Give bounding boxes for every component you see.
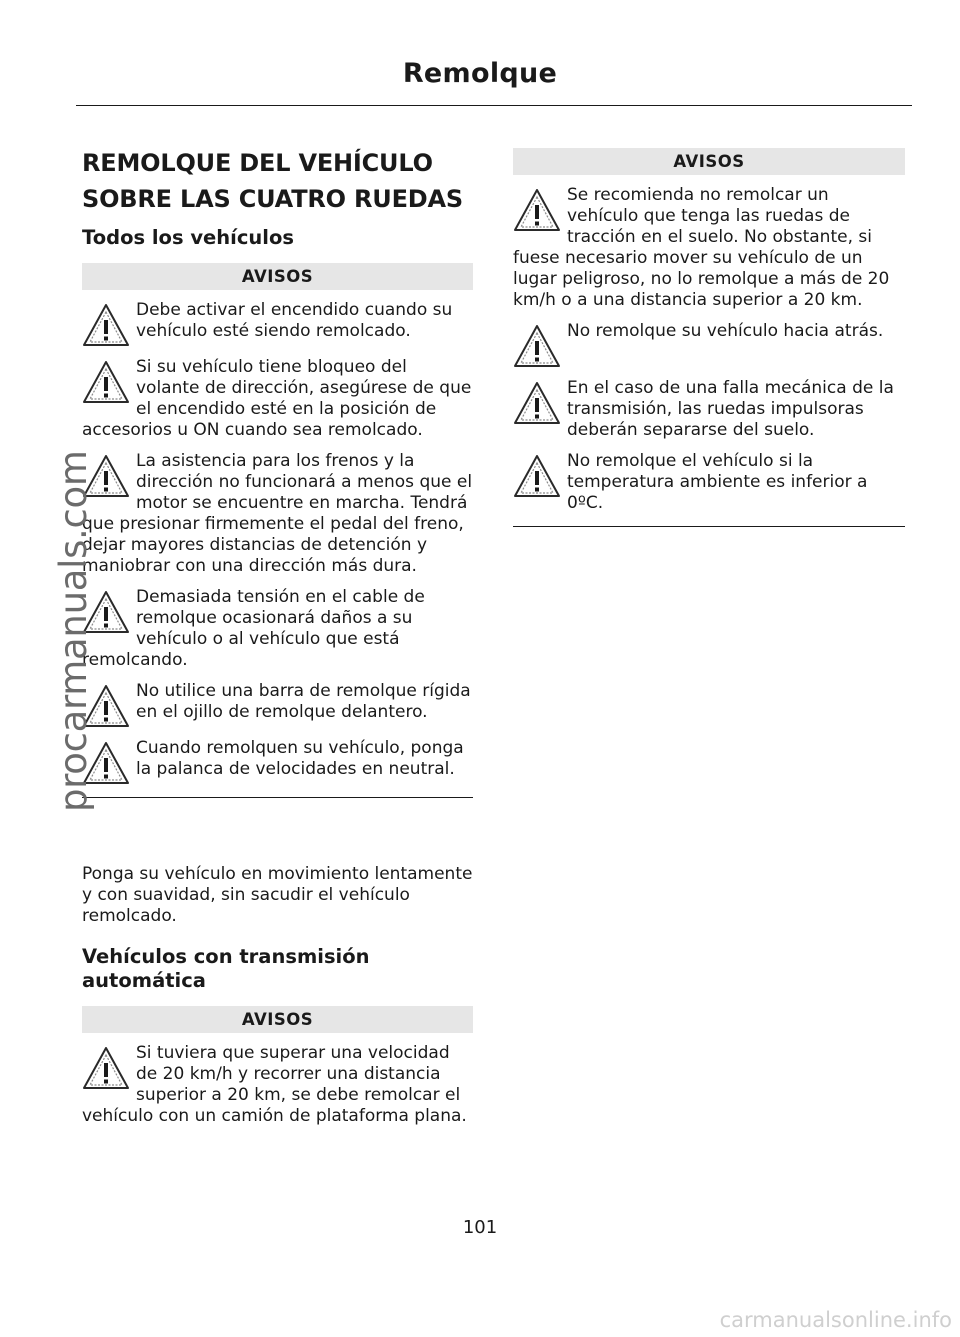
warning-triangle-icon bbox=[513, 188, 561, 232]
subheading-automatic: Vehículos con transmisión automática bbox=[82, 945, 370, 992]
warning-item bbox=[82, 587, 473, 671]
warning-text: No utilice una barra de remolque rígida en el ojillo de remolque delantero. bbox=[136, 681, 471, 722]
warning-item bbox=[82, 1043, 473, 1127]
side-watermark: procarmanuals.com bbox=[52, 450, 95, 812]
warning-triangle-icon bbox=[513, 454, 561, 498]
warning-item bbox=[82, 451, 473, 577]
page-number: 101 bbox=[462, 1217, 498, 1238]
warning-text: Se recomienda no remolcar un vehículo que tenga las ruedas de tracción en el suelo. No obstante, si fuese necesario mover su vehículo de un lugar peligroso, no lo remolque a más de 20 km/h o a una distancia superior a 20 km. bbox=[513, 185, 890, 310]
warning-triangle-icon bbox=[82, 303, 130, 347]
warning-item bbox=[82, 738, 473, 785]
warning-item bbox=[82, 300, 473, 347]
warning-text: No remolque su vehículo hacia atrás. bbox=[567, 321, 884, 341]
warnings-label: AVISOS bbox=[513, 148, 905, 175]
warning-item bbox=[82, 357, 473, 441]
warnings-label: AVISOS bbox=[82, 1006, 473, 1033]
warnings-label: AVISOS bbox=[82, 263, 473, 290]
header-rule bbox=[76, 105, 912, 106]
warning-item bbox=[513, 321, 905, 368]
bottom-watermark: carmanualsonline.info bbox=[719, 1308, 952, 1332]
warning-text: Demasiada tensión en el cable de remolque ocasionará daños a su vehículo o al vehículo que está remolcando. bbox=[82, 587, 425, 670]
warning-triangle-icon bbox=[513, 324, 561, 368]
warning-item bbox=[513, 378, 905, 441]
warning-text: No remolque el vehículo si la temperatura ambiente es inferior a 0ºC. bbox=[567, 451, 868, 513]
warning-text: En el caso de una falla mecánica de la transmisión, las ruedas impulsoras deberán separarse del suelo. bbox=[567, 378, 894, 440]
section-heading: REMOLQUE DEL VEHÍCULO SOBRE LAS CUATRO RUEDAS bbox=[82, 149, 463, 213]
warning-text: Si tuviera que superar una velocidad de 20 km/h y recorrer una distancia superior a 20 km, se debe remolcar el vehículo con un camión de plataforma plana. bbox=[82, 1043, 467, 1126]
warnings-box-automatic bbox=[82, 1006, 473, 1127]
warning-text: La asistencia para los frenos y la dirección no funcionará a menos que el motor se encuentre en marcha. Tendrá que presionar firmemente el pedal del freno, dejar mayores distancias de detención y maniobrar con una dirección más dura. bbox=[82, 451, 473, 576]
warnings-box-right bbox=[513, 148, 905, 527]
warning-triangle-icon bbox=[82, 360, 130, 404]
warnings-box bbox=[82, 263, 473, 798]
warnings-end-rule bbox=[513, 526, 905, 527]
warning-item bbox=[82, 681, 473, 728]
warning-text: Debe activar el encendido cuando su vehículo esté siendo remolcado. bbox=[136, 300, 453, 341]
body-paragraph: Ponga su vehículo en movimiento lentamente y con suavidad, sin sacudir el vehículo remolcado. bbox=[82, 864, 473, 926]
warning-text: Si su vehículo tiene bloqueo del volante de dirección, asegúrese de que el encendido esté en la posición de accesorios u ON cuando sea remolcado. bbox=[82, 357, 472, 440]
warning-triangle-icon bbox=[82, 1046, 130, 1090]
warning-text: Cuando remolquen su vehículo, ponga la palanca de velocidades en neutral. bbox=[136, 738, 464, 779]
subheading-all-vehicles: Todos los vehículos bbox=[82, 226, 294, 249]
warning-item bbox=[513, 451, 905, 514]
page-header-title: Remolque bbox=[402, 58, 558, 89]
warnings-end-rule bbox=[82, 797, 473, 798]
warning-item bbox=[513, 185, 905, 311]
warning-triangle-icon bbox=[513, 381, 561, 425]
